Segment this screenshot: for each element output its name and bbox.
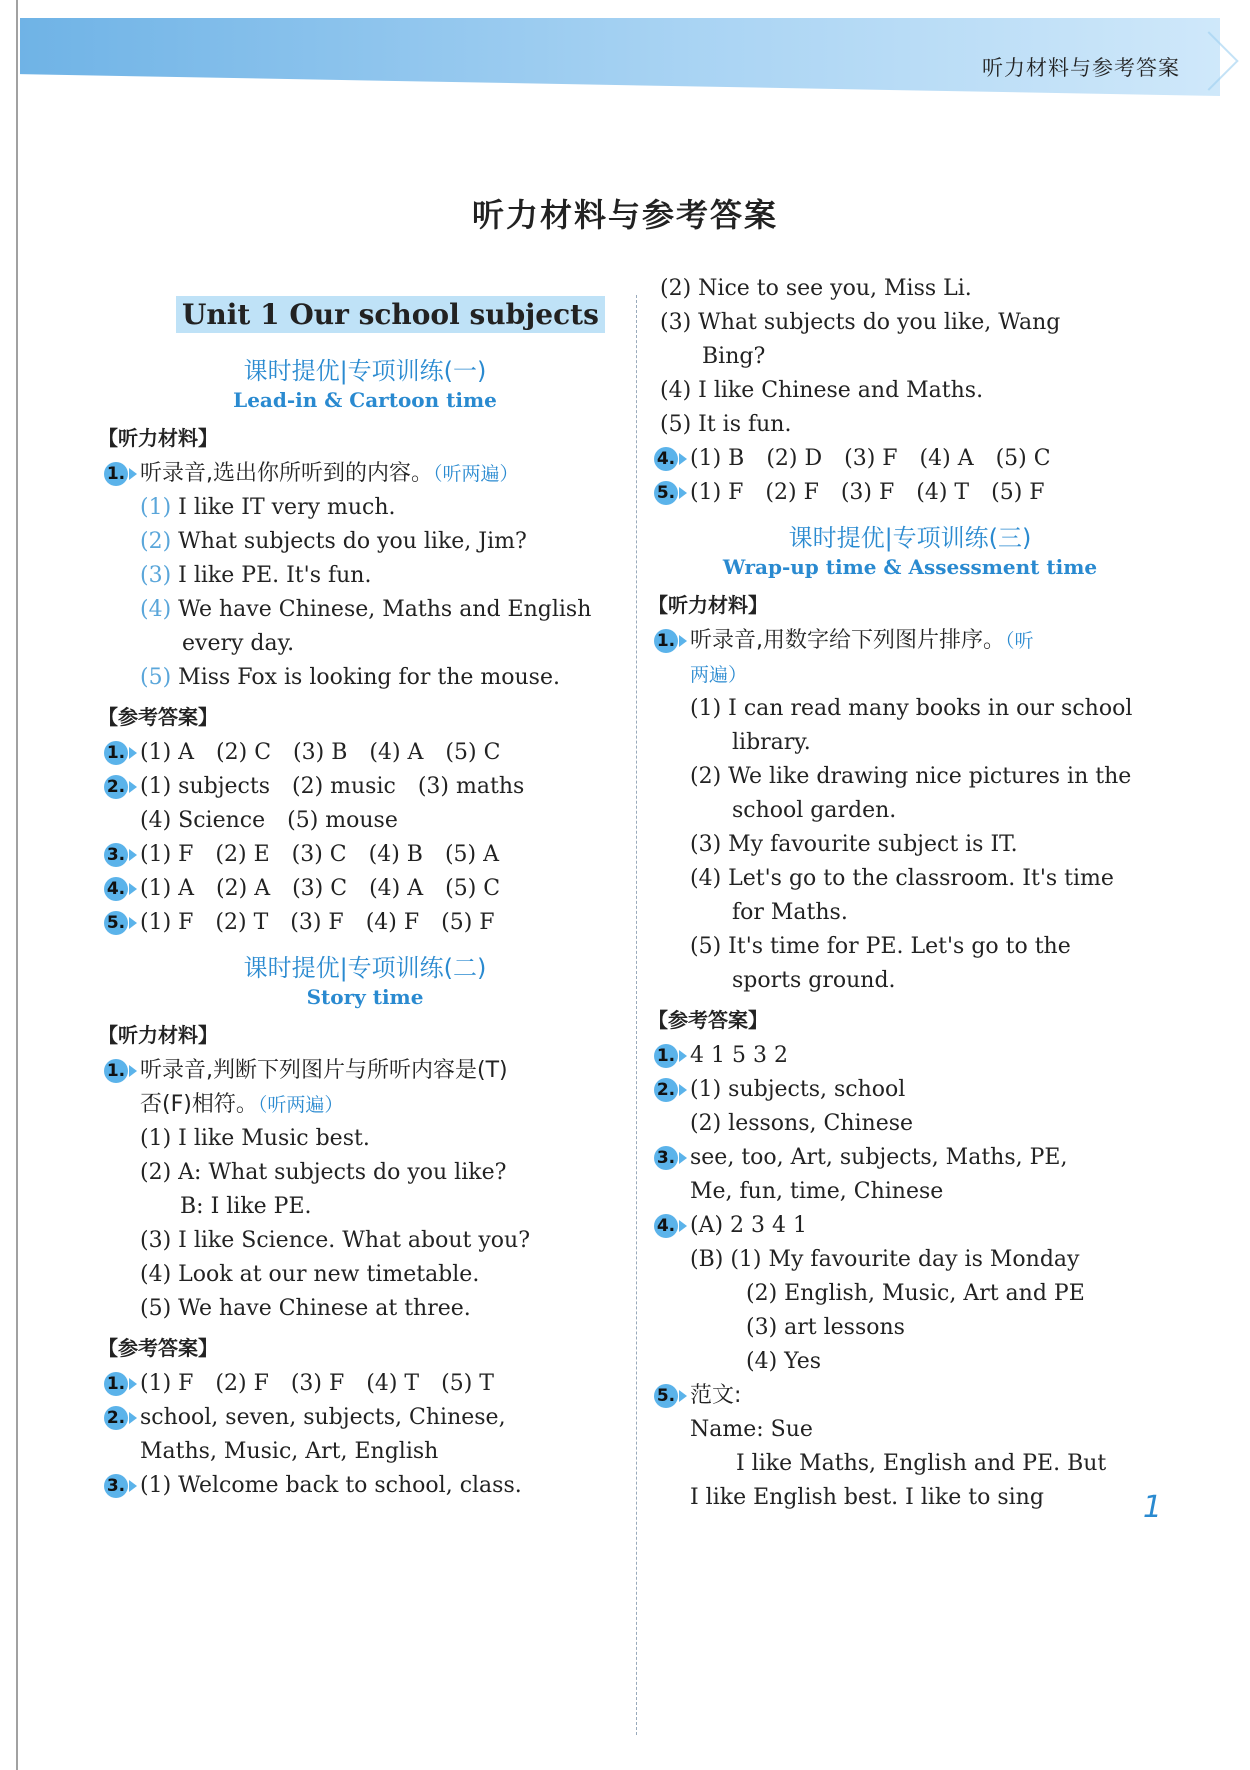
list-item: (2) We like drawing nice pictures in the	[690, 764, 1132, 789]
section-sub-2: Story time	[306, 985, 424, 1009]
section-title-1: 课时提优|专项训练(一)	[243, 357, 487, 385]
section-sub-1: Lead-in & Cartoon time	[233, 388, 497, 412]
essay-line: I like English best. I like to sing	[690, 1485, 1044, 1510]
answer-3: 3. see, too, Art, subjects, Maths, PE,	[660, 1141, 1160, 1175]
question-1: 1. 听录音,用数字给下列图片排序。（听	[660, 624, 1160, 658]
page-title: 听力材料与参考答案	[471, 196, 778, 234]
section-title-3: 课时提优|专项训练(三)	[788, 524, 1032, 552]
answer-2-cont: (4) Science (5) mouse	[140, 808, 398, 833]
section-sub-3: Wrap-up time & Assessment time	[722, 555, 1098, 579]
answer-3: 3. (1) Welcome back to school, class.	[110, 1469, 620, 1503]
section-title-2: 课时提优|专项训练(二)	[243, 954, 487, 982]
list-item: (5) It is fun.	[660, 412, 792, 437]
banner-text: 听力材料与参考答案	[982, 56, 1180, 80]
list-item: for Maths.	[732, 900, 848, 925]
answer-2: 2. (1) subjects (2) music (3) maths	[110, 770, 620, 804]
list-item: (5) Miss Fox is looking for the mouse.	[140, 665, 560, 690]
list-item: (3) I like Science. What about you?	[140, 1228, 531, 1253]
list-item: every day.	[182, 631, 295, 656]
list-item: (1) I can read many books in our school	[690, 696, 1133, 721]
list-item: (4) I like Chinese and Maths.	[660, 378, 984, 403]
list-item: (3) My favourite subject is IT.	[690, 832, 1018, 857]
list-item: Bing?	[702, 344, 766, 369]
answer-4: 4. (A) 2 3 4 1	[660, 1209, 1160, 1243]
essay-name: Name: Sue	[690, 1417, 813, 1442]
list-item: library.	[732, 730, 811, 755]
list-item: B: I like PE.	[180, 1194, 312, 1219]
answers-label: 【参考答案】	[98, 1336, 218, 1360]
answer-1: 1. (1) A (2) C (3) B (4) A (5) C	[110, 736, 620, 770]
answer-4: 4. (1) B (2) D (3) F (4) A (5) C	[660, 442, 1160, 476]
question-1-hint: 两遍）	[690, 664, 748, 686]
answer-1: 1. (1) F (2) F (3) F (4) T (5) T	[110, 1367, 620, 1401]
question-1: 1. 听录音,选出你所听到的内容。（听两遍）	[110, 457, 620, 491]
list-item: (2) A: What subjects do you like?	[140, 1160, 507, 1185]
listening-label: 【听力材料】	[98, 1023, 218, 1047]
answer-4-b: (4) Yes	[746, 1349, 822, 1374]
answer-2: 2. school, seven, subjects, Chinese,	[110, 1401, 620, 1435]
list-item: (1) I like IT very much.	[140, 495, 396, 520]
answer-5: 5. (1) F (2) T (3) F (4) F (5) F	[110, 906, 620, 940]
list-item: (5) We have Chinese at three.	[140, 1296, 471, 1321]
list-item: (4) Let's go to the classroom. It's time	[690, 866, 1114, 891]
list-item: school garden.	[732, 798, 897, 823]
list-item: (3) I like PE. It's fun.	[140, 563, 372, 588]
answer-2: 2. (1) subjects, school	[660, 1073, 1160, 1107]
answer-4-b: (B) (1) My favourite day is Monday	[690, 1247, 1080, 1272]
question-1: 1. 听录音,判断下列图片与所听内容是(T)	[110, 1054, 620, 1088]
answer-5: 5. 范文:	[660, 1379, 1160, 1413]
list-item: (2) Nice to see you, Miss Li.	[660, 276, 972, 301]
column-divider	[636, 295, 637, 1735]
essay-line: I like Maths, English and PE. But	[736, 1451, 1107, 1476]
answer-2-cont: (2) lessons, Chinese	[690, 1111, 914, 1136]
list-item: (4) Look at our new timetable.	[140, 1262, 480, 1287]
left-column	[98, 290, 620, 1503]
list-item: sports ground.	[732, 968, 896, 993]
list-item: (4) We have Chinese, Maths and English	[140, 597, 592, 622]
answer-4-b: (3) art lessons	[746, 1315, 905, 1340]
answers-label: 【参考答案】	[648, 1008, 768, 1032]
answer-4-b: (2) English, Music, Art and PE	[746, 1281, 1085, 1306]
answer-3: 3. (1) F (2) E (3) C (4) B (5) A	[110, 838, 620, 872]
answers-label: 【参考答案】	[98, 705, 218, 729]
list-item: (3) What subjects do you like, Wang	[660, 310, 1061, 335]
answer-3-cont: Me, fun, time, Chinese	[690, 1179, 944, 1204]
answer-2-cont: Maths, Music, Art, English	[140, 1439, 439, 1464]
answer-4: 4. (1) A (2) A (3) C (4) A (5) C	[110, 872, 620, 906]
list-item: (5) It's time for PE. Let's go to the	[690, 934, 1071, 959]
question-1-cont: 否(F)相符。（听两遍）	[140, 1092, 344, 1117]
listening-label: 【听力材料】	[648, 593, 768, 617]
page-edge	[16, 0, 18, 1770]
unit-title: Unit 1 Our school subjects	[176, 296, 605, 333]
list-item: (1) I like Music best.	[140, 1126, 370, 1151]
answer-1: 1. 4 1 5 3 2	[660, 1039, 1160, 1073]
listening-label: 【听力材料】	[98, 426, 218, 450]
page-number: 1	[1142, 1490, 1162, 1525]
answer-5: 5. (1) F (2) F (3) F (4) T (5) F	[660, 476, 1160, 510]
list-item: (2) What subjects do you like, Jim?	[140, 529, 527, 554]
right-column	[648, 272, 1160, 1515]
